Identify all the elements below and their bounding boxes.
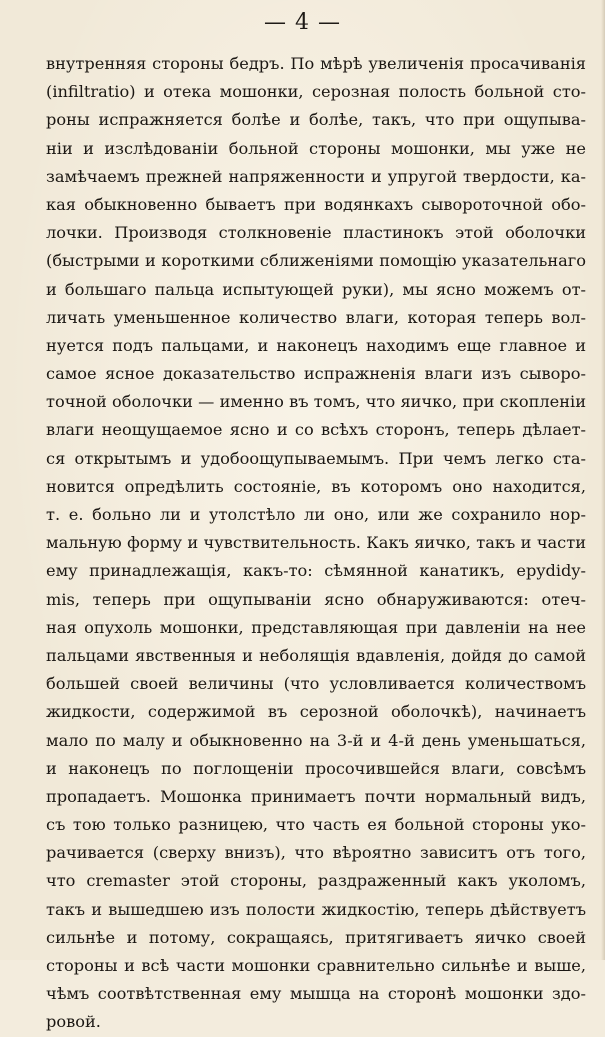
text-line: большей своей величины (что условливается количествомъ: [46, 674, 586, 694]
text-line: жидкости, содержимой въ серозной оболочкѣ), начинаетъ: [46, 702, 586, 722]
text-line: нуется подъ пальцами, и наконецъ находимъ еще главное и: [46, 335, 586, 355]
text-line: такъ и вышедшею изъ полости жидкостію, теперь дѣйствуетъ: [46, 899, 586, 919]
text-line: новится опредѣлить состояніе, въ которомъ оно находится,: [46, 476, 586, 496]
text-line: точной оболочки — именно въ томъ, что яичко, при скопленіи: [46, 392, 586, 412]
text-line: личать уменьшенное количество влаги, которая теперь вол-: [46, 307, 586, 327]
text-line: ніи и изслѣдованіи больной стороны мошонки, мы уже не: [46, 138, 586, 158]
text-line: внутренняя стороны бедръ. По мѣрѣ увеличенія просачиванія: [46, 54, 586, 73]
text-line: съ тою только разницею, что часть ея больной стороны уко-: [46, 815, 586, 835]
text-line: влаги неощущаемое ясно и со всѣхъ сторонъ, теперь дѣлает-: [46, 420, 586, 440]
text-line: (infiltratio) и отека мошонки, серозная полость больной сто-: [46, 82, 586, 102]
page-number: — 4 —: [264, 10, 341, 35]
page-edge-shadow: [601, 0, 605, 960]
text-line: лочки. Производя столкновеніе пластинокъ этой оболочки: [46, 223, 586, 243]
text-line: пропадаетъ. Мошонка принимаетъ почти нормальный видъ,: [46, 786, 586, 806]
text-line: ся открытымъ и удобоощупываемымъ. При чемъ легко ста-: [46, 448, 586, 468]
text-line: и наконецъ по поглощеніи просочившейся влаги, совсѣмъ: [46, 758, 586, 778]
text-line: самое ясное доказательство испражненія влаги изъ сыворо-: [46, 364, 586, 384]
text-line: т. е. больно ли и утолстѣло ли оно, или же сохранило нор-: [46, 505, 586, 524]
text-line: рачивается (сверху внизъ), что вѣроятно зависитъ отъ того,: [46, 843, 586, 863]
text-line: и большаго пальца испытующей руки), мы ясно можемъ от-: [46, 279, 586, 299]
text-line: стороны и всѣ части мошонки сравнительно сильнѣе и выше,: [46, 956, 586, 975]
text-line: что cremaster этой стороны, раздраженный какъ уколомъ,: [46, 871, 586, 891]
text-line: замѣчаемъ прежней напряженности и упругой твердости, ка-: [46, 166, 586, 186]
text-line-last: ровой.: [46, 1012, 101, 1032]
text-line: ная опухоль мошонки, представляющая при давленіи на нее: [46, 617, 586, 637]
text-line: пальцами явственныя и неболящія вдавленія, дойдя до самой: [46, 645, 586, 665]
text-line: мальную форму и чувствительность. Какъ яичко, такъ и части: [46, 533, 586, 553]
text-line: чѣмъ соотвѣтственная ему мышца на сторонѣ мошонки здо-: [46, 984, 586, 1004]
body-text: [46, 50, 586, 1037]
text-line: роны испражняется болѣе и болѣе, такъ, что при ощупыва-: [46, 110, 586, 130]
text-line: ему принадлежащія, какъ-то: сѣмянной канатикъ, epydidy-: [46, 561, 586, 581]
text-line: мало по малу и обыкновенно на 3-й и 4-й день уменьшаться,: [46, 730, 586, 750]
text-line: (быстрыми и короткими сближеніями помощію указательнаго: [46, 251, 586, 271]
text-line: сильнѣе и потому, сокращаясь, притягиваетъ яичко своей: [46, 927, 586, 947]
text-line: mis, теперь при ощупываніи ясно обнаруживаются: отеч-: [46, 589, 586, 609]
text-line: кая обыкновенно бываетъ при водянкахъ сывороточной обо-: [46, 194, 586, 214]
